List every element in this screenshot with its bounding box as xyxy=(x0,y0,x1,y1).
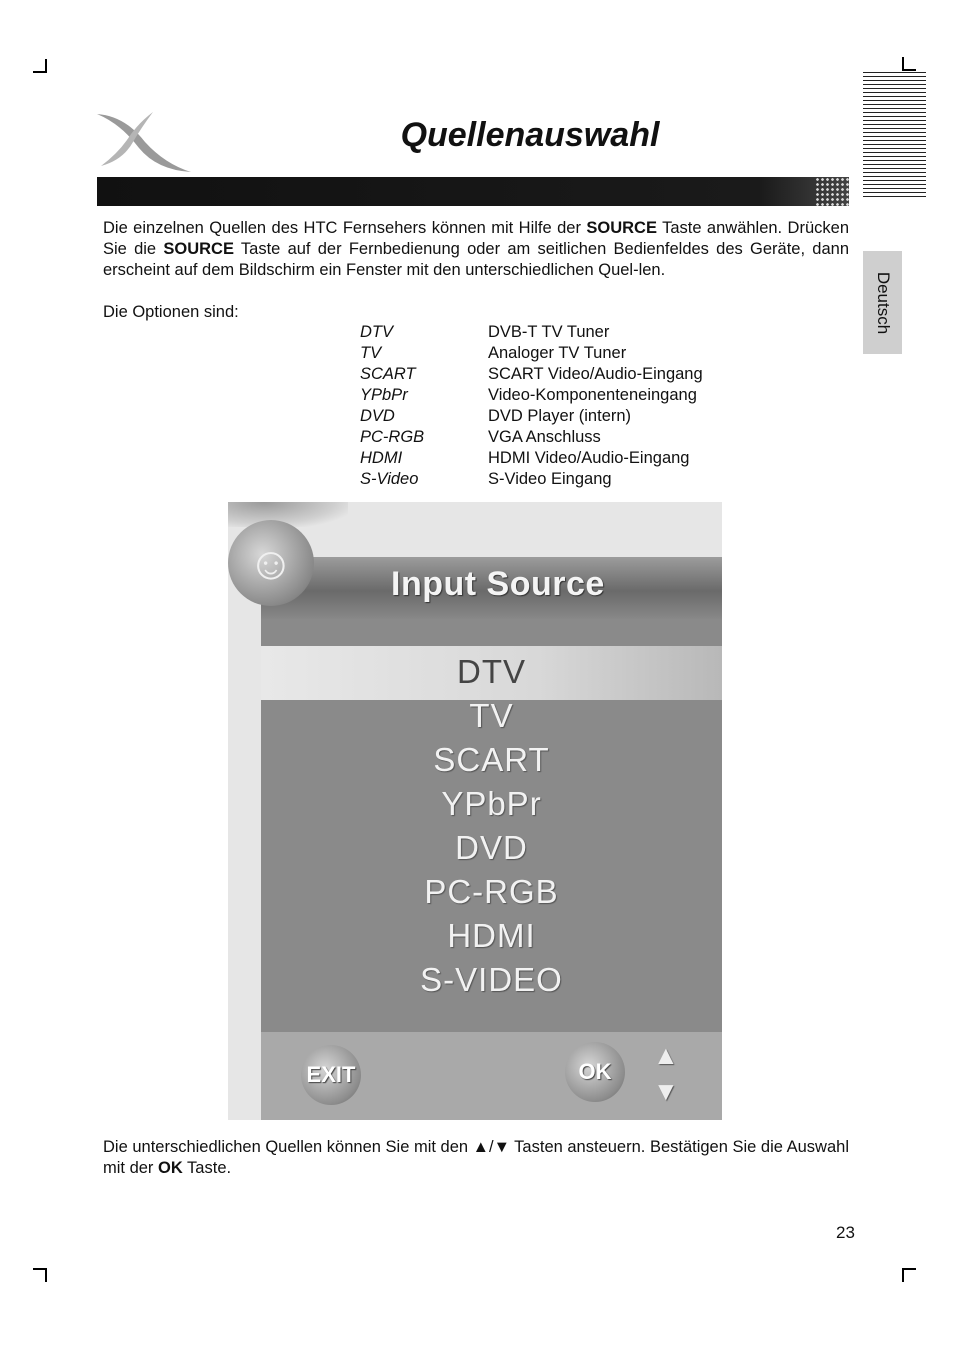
footer-text: Taste. xyxy=(182,1159,232,1177)
option-key: DTV xyxy=(360,323,393,341)
option-row xyxy=(360,469,703,490)
source-item-dtv[interactable]: DTV xyxy=(457,653,526,690)
osd-footer xyxy=(261,1032,722,1120)
source-face-glyph: ☺ xyxy=(247,537,295,589)
option-desc: DVD Player (intern) xyxy=(488,407,632,425)
option-key: S-Video xyxy=(360,470,419,488)
page-title: Quellenauswahl xyxy=(400,116,660,154)
exit-button[interactable]: EXIT xyxy=(301,1045,361,1105)
option-desc: S-Video Eingang xyxy=(488,470,612,488)
option-desc: Video-Komponenteneingang xyxy=(488,386,697,404)
option-desc: SCART Video/Audio-Eingang xyxy=(488,365,703,383)
option-desc: Analoger TV Tuner xyxy=(488,344,627,362)
footer-paragraph xyxy=(103,1137,849,1179)
osd-header xyxy=(261,557,722,619)
source-item-ypbpr[interactable]: YPbPr xyxy=(441,785,542,822)
source-item-scart[interactable]: SCART xyxy=(433,741,550,778)
crop-mark-bottom-right xyxy=(902,1268,916,1282)
option-row xyxy=(360,427,703,448)
option-desc: VGA Anschluss xyxy=(488,428,601,446)
ok-key-text: OK xyxy=(158,1159,183,1177)
option-key: YPbPr xyxy=(360,386,408,404)
option-row xyxy=(360,406,703,427)
bar-dot-pattern xyxy=(815,177,849,206)
source-item-s-video[interactable]: S-VIDEO xyxy=(420,961,563,998)
options-list xyxy=(360,322,703,490)
language-tab xyxy=(863,251,902,354)
option-key: SCART xyxy=(360,365,416,383)
option-row xyxy=(360,385,703,406)
crop-mark-top-left xyxy=(33,59,47,73)
input-source-osd xyxy=(228,502,722,1120)
option-row xyxy=(360,448,703,469)
intro-text: Taste auf der Fernbedienung oder am seitlichen Bedienfeldes des Geräte, dann erscheint auf dem Bildschirm ein Fenster mit den unterschiedlichen Quel-len. xyxy=(103,240,849,279)
intro-text: Die einzelnen Quellen des HTC Fernsehers können mit Hilfe der xyxy=(103,219,587,237)
source-item-tv[interactable]: TV xyxy=(469,697,514,734)
crop-mark-bottom-left xyxy=(33,1268,47,1282)
option-key: HDMI xyxy=(360,449,403,467)
osd-source-list xyxy=(261,619,722,1032)
option-key: TV xyxy=(360,344,382,362)
option-row xyxy=(360,364,703,385)
option-desc: HDMI Video/Audio-Eingang xyxy=(488,449,690,467)
option-key: DVD xyxy=(360,407,395,425)
footer-text: Die unterschiedlichen Quellen können Sie mit den ▲/▼ Tasten ansteuern. Bestätigen Sie die Auswahl mit der xyxy=(103,1138,849,1177)
title-bar xyxy=(97,177,849,206)
language-tab-label: Deutsch xyxy=(873,271,893,334)
page-number: 23 xyxy=(836,1223,855,1242)
osd-title: Input Source xyxy=(391,565,605,603)
option-row xyxy=(360,322,703,343)
source-item-pc-rgb[interactable]: PC-RGB xyxy=(424,873,559,910)
source-item-dvd[interactable]: DVD xyxy=(455,829,528,866)
x-logo-icon xyxy=(95,108,193,176)
source-key-text: SOURCE xyxy=(163,240,234,258)
option-row xyxy=(360,343,703,364)
options-label: Die Optionen sind: xyxy=(103,303,239,321)
source-item-hdmi[interactable]: HDMI xyxy=(447,917,536,954)
crop-mark-top-right xyxy=(902,57,916,71)
source-key-text: SOURCE xyxy=(586,219,657,237)
option-desc: DVB-T TV Tuner xyxy=(488,323,610,341)
intro-text: Taste anwählen. Drücken Sie die xyxy=(103,219,849,258)
intro-paragraph xyxy=(103,218,849,281)
ok-button[interactable]: OK xyxy=(565,1042,625,1102)
arrow-up-icon[interactable]: ▲ xyxy=(653,1040,679,1070)
stripe-decoration xyxy=(863,72,926,199)
option-key: PC-RGB xyxy=(360,428,425,446)
arrow-down-icon[interactable]: ▼ xyxy=(653,1076,679,1106)
source-face-icon xyxy=(228,520,314,606)
